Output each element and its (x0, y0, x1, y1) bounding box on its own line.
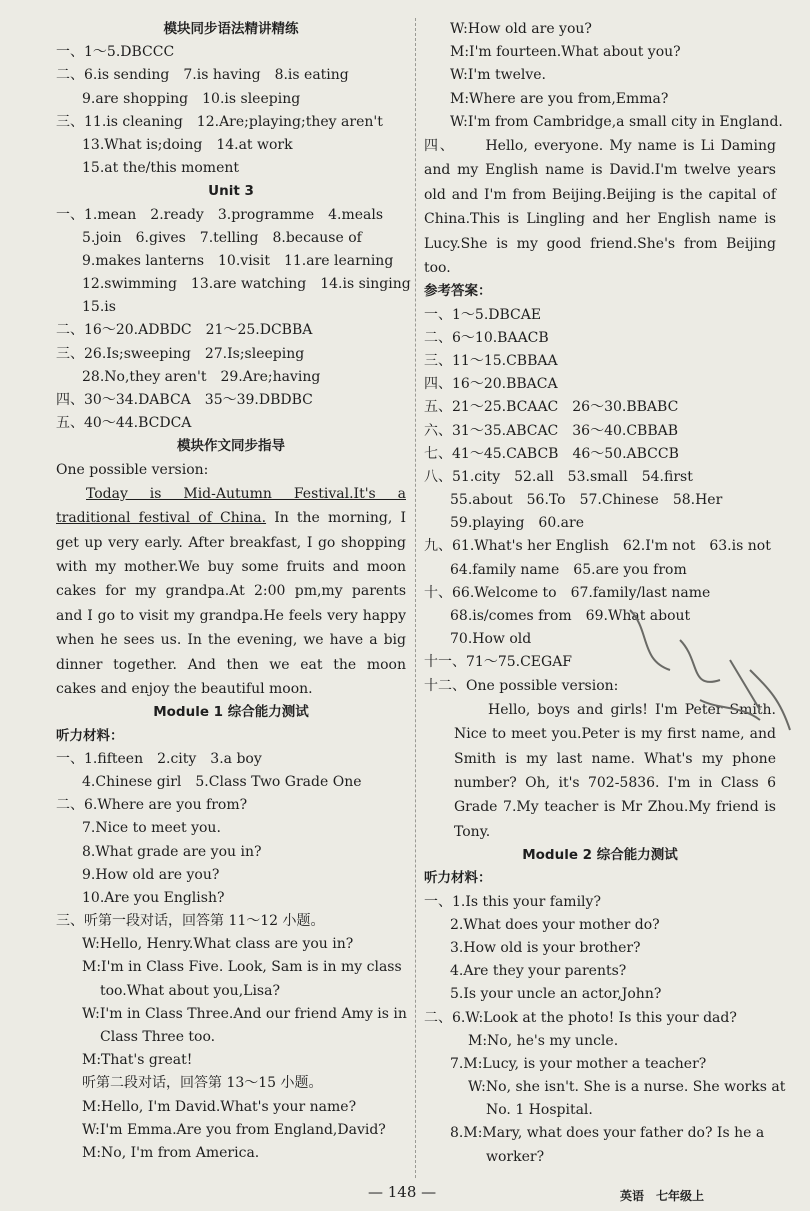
text-line: 三、11.is cleaning 12.Are;playing;they aren't (56, 113, 383, 130)
text-line: 7.M:Lucy, is your mother a teacher? (450, 1055, 707, 1072)
answer-line: 四、16～20.BBACA (424, 376, 558, 393)
answer-line: 十、66.Welcome to 67.family/last name (424, 584, 711, 601)
text-line: M:I'm in Class Five. Look, Sam is in my class (82, 959, 402, 976)
text-line: M:No, he's my uncle. (468, 1032, 619, 1049)
text-line: W:I'm in Class Three.And our friend Amy is in (82, 1005, 407, 1022)
text-line: 7.Nice to meet you. (82, 820, 221, 837)
text-line: M:That's great! (82, 1052, 193, 1069)
answer-line: 59.playing 60.are (450, 515, 585, 532)
text-line: 三、26.Is;sweeping 27.Is;sleeping (56, 345, 305, 362)
text-line: 8.What grade are you in? (82, 843, 262, 860)
text-line: M:No, I'm from America. (82, 1144, 260, 1161)
text-line: W:I'm from Cambridge,a small city in England. (450, 113, 783, 130)
text-line: W:I'm twelve. (450, 67, 547, 84)
module2-section (424, 844, 786, 1169)
text-line: 四、30～34.DABCA 35～39.DBDBC (56, 392, 313, 408)
column-divider (415, 18, 417, 1178)
text-line: W:Hello, Henry.What class are you in? (82, 936, 354, 953)
text-line: M:I'm fourteen.What about you? (450, 44, 681, 61)
text-line: W:I'm Emma.Are you from England,David? (82, 1121, 386, 1138)
answer-line: 68.is/comes from 69.What about (450, 608, 691, 624)
text-line: 二、6.W:Look at the photo! Is this your dad? (424, 1009, 737, 1026)
text-line: too.What about you,Lisa? (100, 982, 280, 999)
text-line: Class Three too. (100, 1029, 216, 1046)
text-line: W:No, she isn't. She is a nurse. She works at (468, 1079, 786, 1096)
text-line: 一、1～5.DBCCC (56, 44, 175, 61)
text-line: 一、1.Is this your family? (424, 893, 601, 910)
text-line: 9.are shopping 10.is sleeping (82, 90, 301, 107)
answer-line: 64.family name 65.are you from (450, 561, 687, 578)
essay-paragraph (56, 482, 406, 702)
speech-prefix: 四、 (424, 137, 456, 154)
left-column (56, 18, 411, 1165)
answer-line: 九、61.What's her English 62.I'm not 63.is not (424, 538, 771, 555)
text-line: 一、1.fifteen 2.city 3.a boy (56, 750, 262, 767)
text-line: 12.swimming 13.are watching 14.is singing (82, 276, 411, 293)
text-line: worker? (486, 1148, 545, 1165)
answer-line: 十二、One possible version: (424, 677, 619, 694)
text-line: 4.Chinese girl 5.Class Two Grade One (82, 773, 362, 790)
speech-paragraph (424, 134, 776, 280)
footer-subject: 英语 七年级上 (620, 1189, 705, 1203)
text-line: M:Hello, I'm David.What's your name? (82, 1098, 357, 1115)
right-column (424, 18, 786, 1169)
text-line: 10.Are you English? (82, 889, 225, 906)
text-line: 8.M:Mary, what does your father do? Is he a (450, 1125, 765, 1142)
answer-line: 70.How old (450, 631, 532, 648)
handwritten-scribble (610, 600, 800, 740)
text-line: Module 1 综合能力测试 (153, 704, 309, 721)
text-line: 28.No,they aren't 29.Are;having (82, 368, 321, 385)
text-line: 五、40～44.BCDCA (56, 415, 192, 432)
intro-text: Hello, boys and girls! I'm Peter Smith. Nice to meet you.Peter is my first name, and Smith is my last name. What's my phone number? Oh, it's 702-5836. I'm in Class 6 Grade 7.My teacher is Mr Zhou.My friend is Tony. (454, 701, 776, 840)
text-line: 5.join 6.gives 7.telling 8.because of (82, 229, 362, 246)
text-line: 15.is (82, 299, 116, 316)
answer-line: 55.about 56.To 57.Chinese 58.Her (450, 492, 723, 509)
text-line: M:Where are you from,Emma? (450, 90, 669, 107)
text-line: No. 1 Hospital. (486, 1102, 593, 1119)
text-line: 5.Is your uncle an actor,John? (450, 986, 662, 1003)
essay-underlined-text: Today is Mid-Autumn Festival.It's a traditional festival of China. (56, 485, 406, 527)
module1-section (56, 701, 406, 1165)
text-line: 二、16～20.ADBDC 21～25.DCBBA (56, 322, 313, 339)
speech-text: Hello, everyone. My name is Li Daming and my English name is David.I'm twelve years old and I'm from Beijing.Beijing is the capital of China.This is Lingling and her English name is Lucy.She is my good friend.She's from Beijing too. (424, 137, 776, 276)
answer-line: 二、6～10.BAACB (424, 329, 549, 346)
essay-text: In the morning, I get up very early. After breakfast, I go shopping with my mother.We buy some fruits and moon cakes for my grandpa.At 2:00 pm,my parents and I go to visit my grandpa.He feels very happy when he sees us. In the evening, we have a big dinner together. And then we eat the moon cakes and enjoy the beautiful moon. (56, 510, 406, 697)
page-number: — 148 — (368, 1183, 437, 1201)
text-line: 听力材料： (56, 727, 124, 744)
answer-line: 六、31～35.ABCAC 36～40.CBBAB (424, 422, 679, 439)
text-line: One possible version: (56, 461, 209, 478)
text-line: 模块作文同步指导 (177, 438, 285, 455)
answer-line: 七、41～45.CABCB 46～50.ABCCB (424, 445, 679, 462)
text-line: 9.How old are you? (82, 866, 220, 883)
text-line: 3.How old is your brother? (450, 939, 641, 956)
text-line: 2.What does your mother do? (450, 916, 660, 933)
answer-line: 参考答案： (424, 283, 492, 300)
text-line: 二、6.Where are you from? (56, 797, 248, 814)
text-line: 听力材料： (424, 870, 492, 887)
text-line: 4.Are they your parents? (450, 963, 627, 980)
answer-line: 一、1～5.DBCAE (424, 306, 542, 323)
answer-line: 五、21～25.BCAAC 26～30.BBABC (424, 399, 679, 416)
text-line: 模块同步语法精讲精练 (163, 21, 299, 37)
dialogue-continuation (424, 18, 783, 134)
text-line: W:How old are you? (450, 21, 592, 37)
text-line: 9.makes lanterns 10.visit 11.are learning (82, 252, 394, 269)
left-answers-section (56, 18, 411, 482)
text-line: Module 2 综合能力测试 (522, 847, 678, 864)
text-line: 二、6.is sending 7.is having 8.is eating (56, 67, 349, 84)
answer-line: 八、51.city 52.all 53.small 54.first (424, 468, 693, 485)
text-line: Unit 3 (208, 183, 254, 200)
answer-line: 十一、71～75.CEGAF (424, 654, 573, 671)
answer-line: 三、11～15.CBBAA (424, 352, 558, 369)
text-line: 13.What is;doing 14.at work (82, 136, 293, 153)
text-line: 听第二段对话，回答第 13～15 小题。 (82, 1075, 323, 1092)
text-line: 三、听第一段对话，回答第 11～12 小题。 (56, 913, 325, 930)
text-line: 一、1.mean 2.ready 3.programme 4.meals (56, 206, 384, 223)
text-line: 15.at the/this moment (82, 160, 239, 177)
